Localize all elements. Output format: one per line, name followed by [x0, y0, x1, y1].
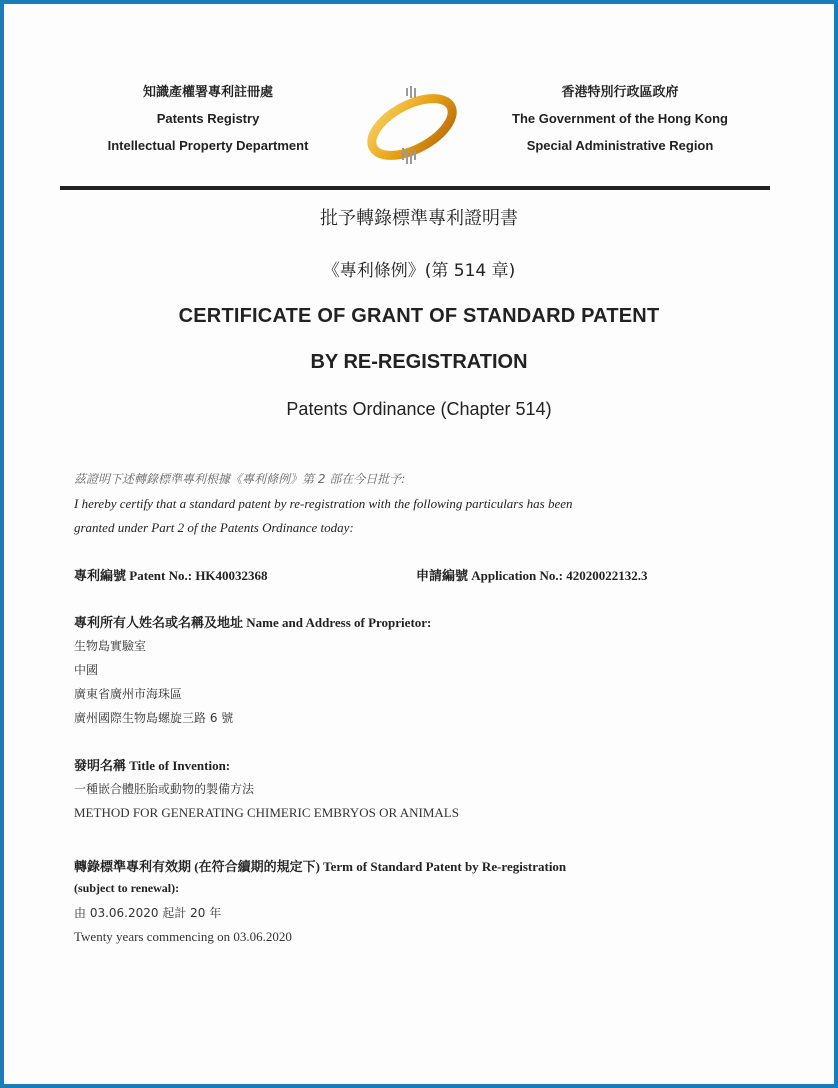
term-en: Twenty years commencing on 03.06.2020	[74, 929, 292, 944]
term-cn: 由 03.06.2020 起計 20 年	[74, 906, 222, 920]
issuer-registry: Patents Registry	[156, 111, 260, 126]
patent-numbers-row	[74, 565, 758, 585]
proprietor-line: 廣東省廣州市海珠區	[74, 687, 183, 701]
certificate-title-cn: 批予轉錄標準專利證明書	[320, 208, 518, 229]
header-divider	[60, 186, 770, 190]
hksar-logo-icon	[362, 82, 462, 172]
certification-cn: 茲證明下述轉錄標準專利根據《專利條例》第 2 部在今日批予:	[74, 472, 406, 486]
certification-en-line2: granted under Part 2 of the Patents Ordinance today:	[74, 520, 354, 535]
patent-number: 專利編號 Patent No.: HK40032368	[74, 568, 268, 583]
issuer-block	[88, 78, 328, 159]
government-block	[488, 78, 752, 159]
invention-label: 發明名稱 Title of Invention:	[74, 758, 231, 773]
term-label: 轉錄標準專利有效期 (在符合續期的規定下) Term of Standard Patent by Re-registration	[74, 859, 567, 874]
issuer-cn: 知識產權署專利註冊處	[142, 84, 273, 99]
proprietor-line: 廣州國際生物島螺旋三路 6 號	[74, 711, 234, 725]
proprietor-line: 生物島實驗室	[74, 639, 147, 653]
certificate-title-en: CERTIFICATE OF GRANT OF STANDARD PATENT	[178, 305, 660, 327]
term-label-renewal: (subject to renewal):	[74, 881, 180, 895]
government-line1: The Government of the Hong Kong	[512, 111, 728, 126]
certificate-subtitle-en: BY RE-REGISTRATION	[310, 351, 528, 373]
invention-title-en: METHOD FOR GENERATING CHIMERIC EMBRYOS OR ANIMALS	[74, 805, 459, 820]
government-cn: 香港特別行政區政府	[561, 84, 679, 99]
certification-en-line1: I hereby certify that a standard patent by re-registration with the following particulars has been	[74, 496, 573, 511]
invention-title-cn: 一種嵌合體胚胎或動物的製備方法	[74, 782, 255, 796]
proprietor-line: 中國	[74, 663, 99, 677]
application-number: 申請編號 Application No.: 42020022132.3	[416, 568, 648, 583]
proprietor-label: 專利所有人姓名或名稱及地址 Name and Address of Proprietor:	[74, 615, 432, 630]
ordinance-en: Patents Ordinance (Chapter 514)	[286, 399, 552, 419]
government-line2: Special Administrative Region	[526, 138, 714, 153]
issuer-department: Intellectual Property Department	[107, 138, 309, 153]
ordinance-cn: 《專利條例》(第 514 章)	[322, 261, 516, 281]
